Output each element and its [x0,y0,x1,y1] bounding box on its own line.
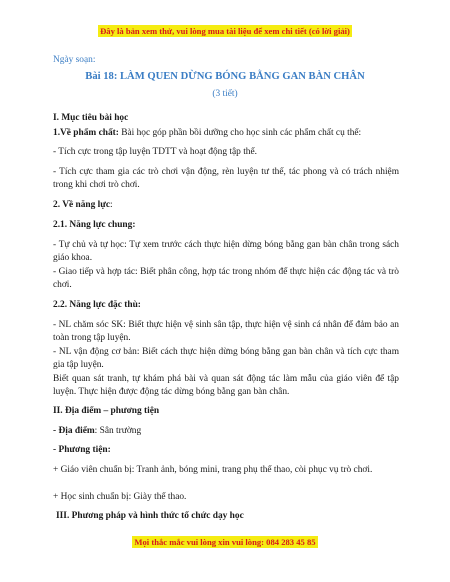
lesson-subtitle: (3 tiết) [212,89,238,99]
equipment-label: - Phương tiện: [53,445,111,455]
preview-notice-text: Đây là bản xem thử, vui lòng mua tài liệu để xem chi tiết (có lời giải) [100,26,350,36]
competencies-heading-text: 2. Về năng lực [53,200,111,210]
section-heading-competencies [53,199,399,212]
location-label: - Địa điểm [53,426,95,436]
section-heading-objectives: I. Mục tiêu bài học [53,113,129,123]
preview-notice-banner [0,26,450,36]
bullet-general-2: - Giao tiếp và hợp tác: Biết phân công, hợp tác trong nhóm để thực hiện các động tác và trò chơi. [53,267,399,290]
competencies-heading-colon: : [110,200,113,210]
bullet-teacher-prep: + Giáo viên chuẩn bị: Tranh ảnh, bóng mini, trang phụ thể thao, còi phục vụ trò chơi. [53,465,373,475]
section-heading-location: II. Địa điểm – phương tiện [53,406,160,416]
contact-text: Mọi thắc mắc vui lòng xin vui lòng: 084 283 45 85 [134,537,316,547]
section-heading-methods: III. Phương pháp và hình thức tổ chức dạy học [56,511,244,521]
subsection-heading-general: 2.1. Năng lực chung: [53,220,136,230]
contact-banner [0,537,450,547]
bullet-specific-1: - NL chăm sóc SK: Biết thực hiện vệ sinh sân tập, thực hiện vệ sinh cá nhân để đảm bảo an toàn trong tập luyện. [53,320,399,343]
bullet-specific-2: - NL vận động cơ bản: Biết cách thực hiện dừng bóng bằng gan bàn chân và tích cực tham gia tập luyện. [53,347,399,370]
paragraph-specific: Biết quan sát tranh, tự khám phá bài và quan sát động tác làm mẫu của giáo viên để tập luyện. Thực hiện được động tác dừng bóng bằng gan bàn chân. [53,374,399,397]
bullet-general-1: - Tự chủ và tự học: Tự xem trước cách thực hiện dừng bóng bằng gan bàn chân trong sách giáo khoa. [53,240,399,263]
paragraph-qualities [53,127,399,140]
bullet-student-prep: + Học sinh chuẩn bị: Giày thể thao. [53,492,187,502]
bullet-qualities-1: - Tích cực trong tập luyện TDTT và hoạt động tập thể. [53,147,257,157]
qualities-label: 1.Về phẩm chất: [53,128,119,138]
lesson-title: Bài 18: LÀM QUEN DỪNG BÓNG BẰNG GAN BÀN CHÂN [85,71,365,82]
location-text: : Sân trường [94,426,142,436]
paragraph-location [53,425,399,438]
subsection-heading-specific: 2.2. Năng lực đặc thù: [53,300,141,310]
qualities-text: Bài học góp phần bồi dưỡng cho học sinh các phẩm chất cụ thể: [118,128,362,138]
bullet-qualities-2: - Tích cực tham gia các trò chơi vận động, rèn luyện tư thế, tác phong và có trách nhiệm trong khi chơi trò chơi. [53,167,399,190]
date-label: Ngày soạn: [53,55,96,65]
